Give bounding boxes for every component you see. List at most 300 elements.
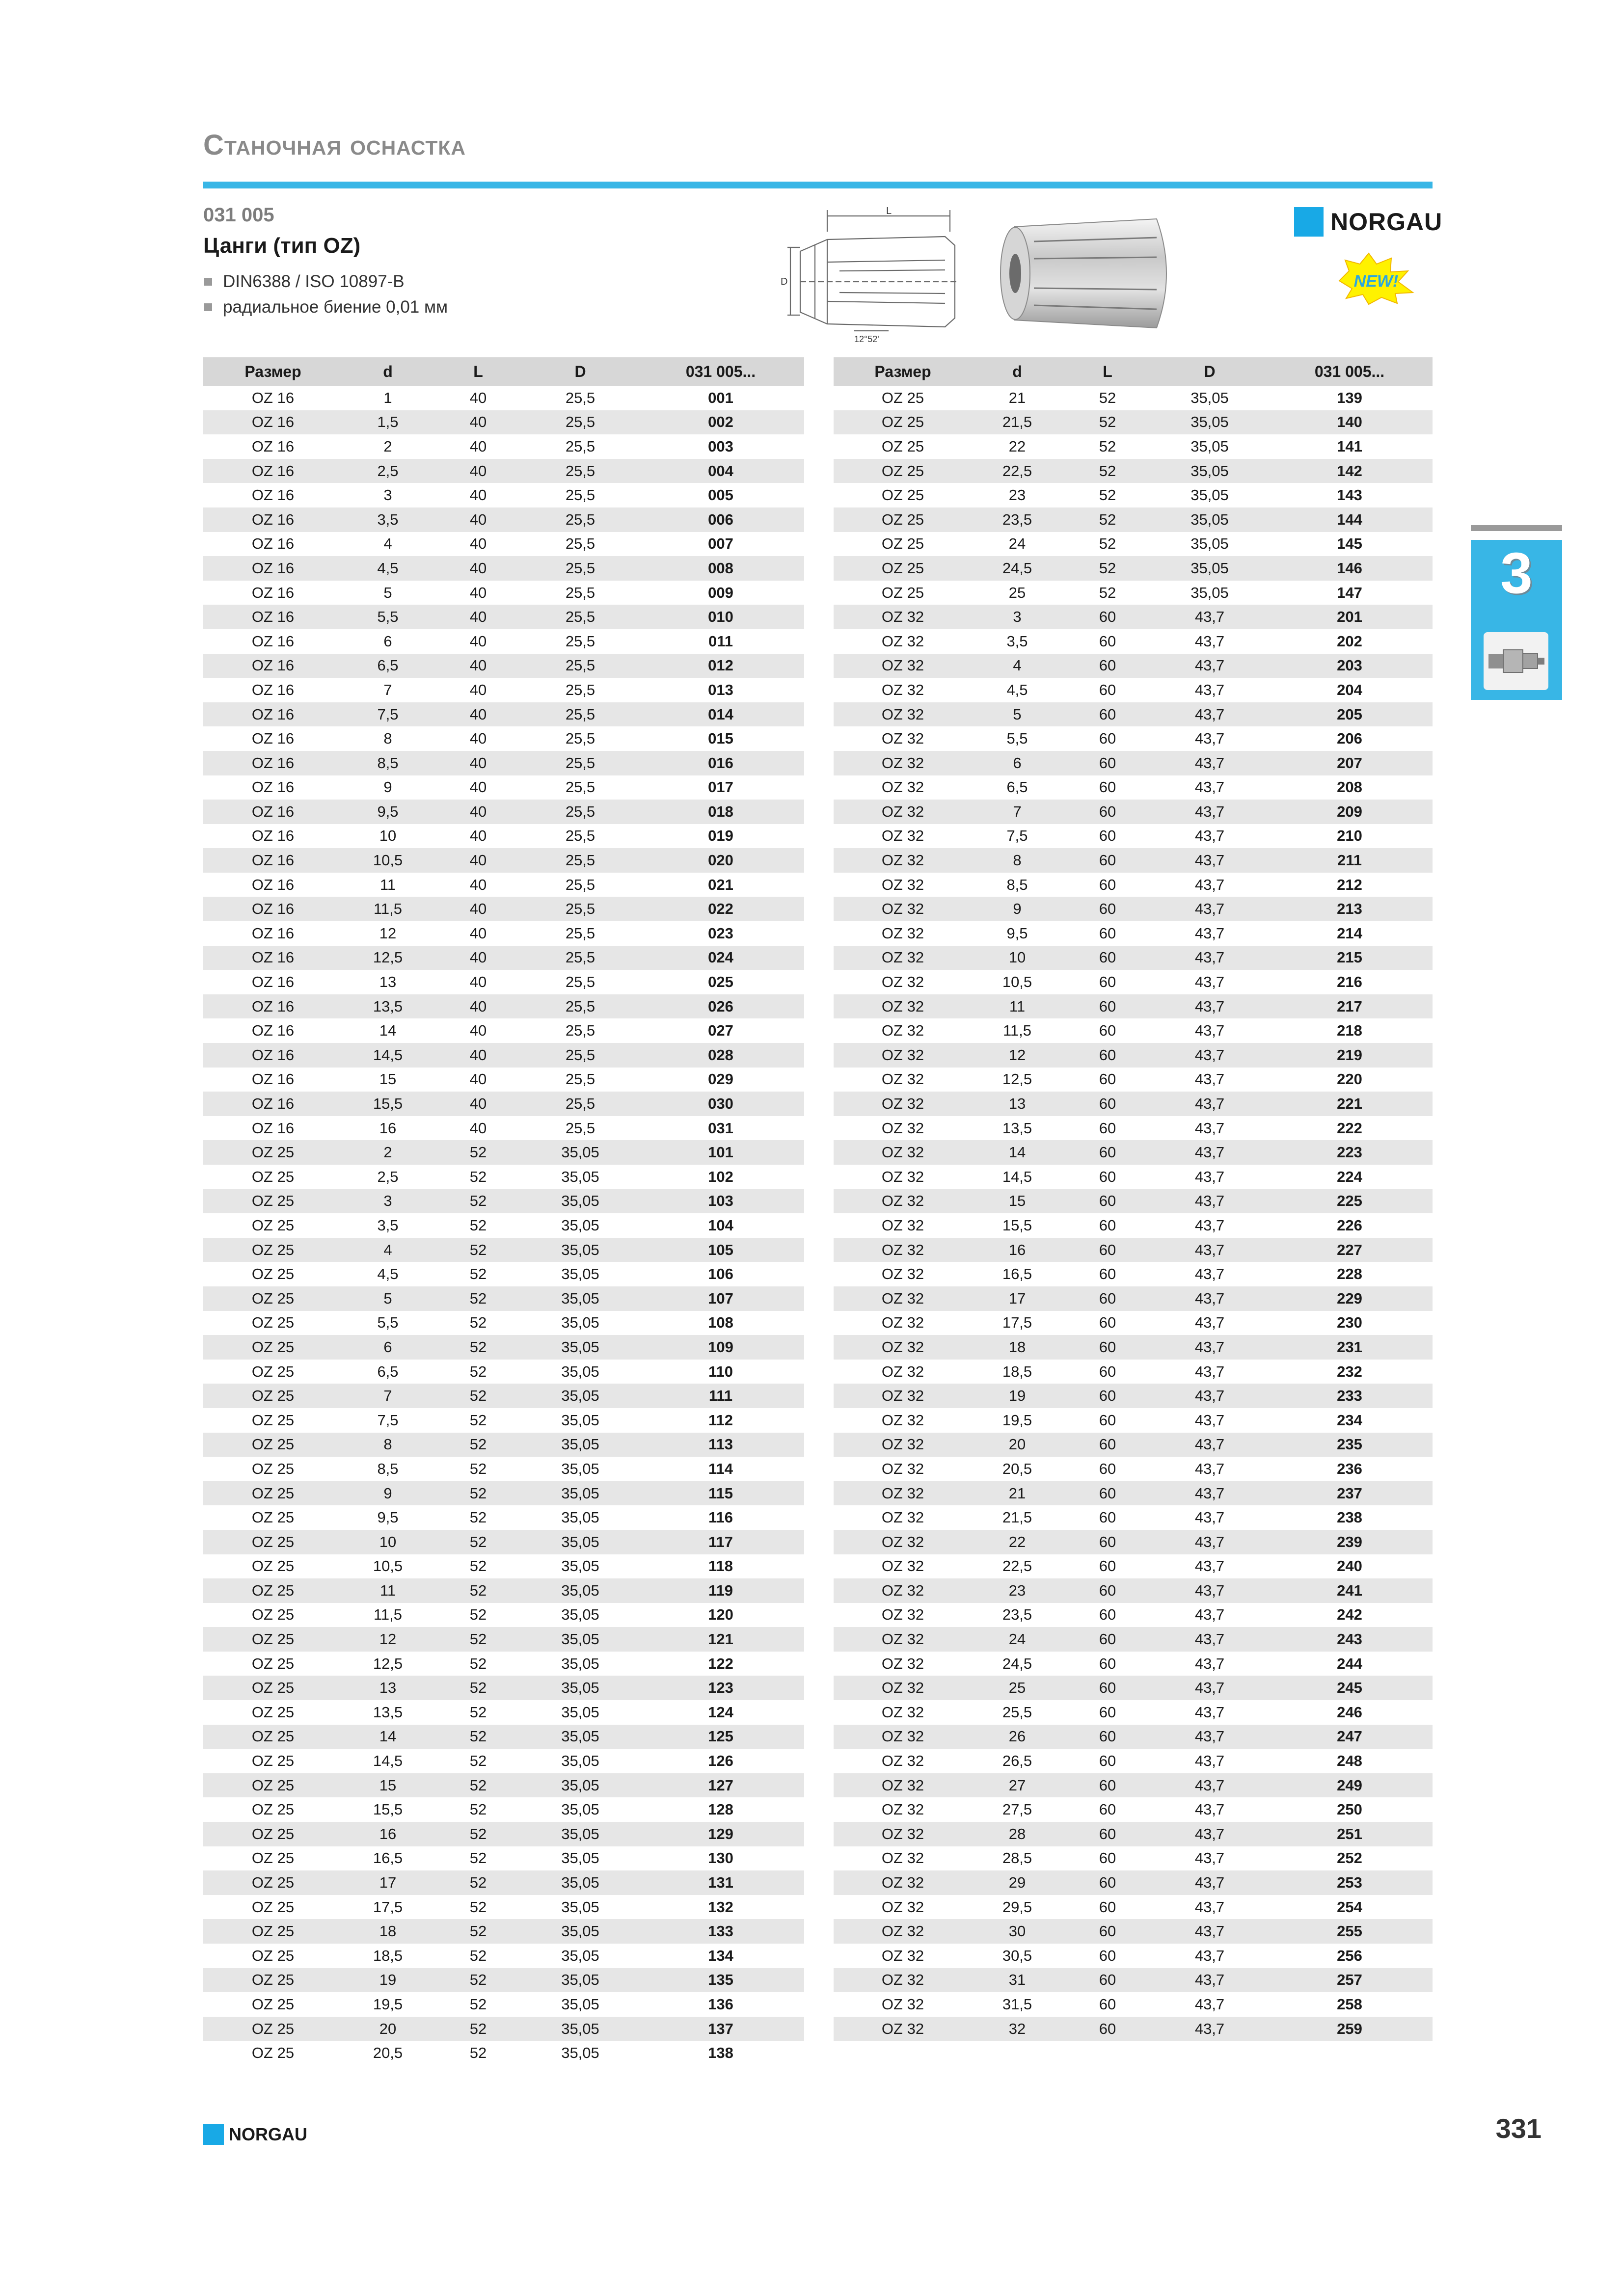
cell-outer-d: 35,05: [523, 1189, 637, 1214]
cell-article: 139: [1337, 389, 1362, 406]
cell-d: 12,5: [1002, 1070, 1032, 1088]
cell-outer-d: 43,7: [1194, 632, 1225, 650]
cell-outer-d: 25,5: [565, 1070, 595, 1088]
cell-size: OZ 25: [251, 1752, 295, 1770]
cell-article: 029: [708, 1070, 733, 1088]
column-header-d: d: [972, 357, 1062, 386]
chapter-side-tab: [1471, 525, 1562, 700]
cell-d: 26: [972, 1725, 1062, 1749]
cell-size: OZ 32: [881, 1849, 924, 1867]
cell-article: 144: [1267, 507, 1433, 532]
cell-d: 25: [972, 1676, 1062, 1700]
cell-size: OZ 32: [881, 1265, 924, 1283]
cell-d: 24: [972, 1627, 1062, 1652]
cell-l: 60: [1099, 1168, 1116, 1185]
cell-size: OZ 32: [834, 1043, 972, 1068]
cell-outer-d: 35,05: [561, 1314, 599, 1332]
cell-l: 52: [433, 1870, 523, 1895]
table-row: [834, 921, 1433, 946]
cell-outer-d: 43,7: [1194, 1655, 1225, 1672]
cell-article: 120: [708, 1606, 733, 1624]
cell-size: OZ 32: [881, 1168, 924, 1185]
cell-l: 52: [469, 1995, 487, 2013]
cell-l: 40: [433, 751, 523, 775]
cell-l: 60: [1062, 1627, 1153, 1652]
table-row: [834, 1895, 1433, 1920]
cell-size: OZ 16: [251, 973, 295, 991]
cell-size: OZ 16: [251, 730, 295, 748]
cell-d: 4: [972, 654, 1062, 678]
cell-size: OZ 32: [881, 1801, 924, 1818]
table-row: [203, 1043, 804, 1068]
cell-article: 117: [637, 1530, 804, 1554]
cell-article: 012: [637, 654, 804, 678]
table-row: [203, 1554, 804, 1579]
table-row: [834, 1505, 1433, 1530]
table-row: [203, 1652, 804, 1676]
cell-article: 229: [1267, 1286, 1433, 1311]
table-row: [203, 2041, 804, 2065]
cell-outer-d: 43,7: [1153, 1189, 1267, 1214]
table-row: [203, 1505, 804, 1530]
cell-d: 8,5: [1006, 876, 1028, 893]
cell-l: 60: [1099, 1216, 1116, 1234]
cell-l: 60: [1062, 702, 1153, 727]
cell-l: 60: [1062, 848, 1153, 873]
table-row: [834, 702, 1433, 727]
tool-holder-icon: [1484, 632, 1548, 690]
table-row: [834, 897, 1433, 921]
cell-outer-d: 35,05: [523, 1870, 637, 1895]
cell-article: 225: [1267, 1189, 1433, 1214]
cell-size: OZ 32: [834, 1578, 972, 1603]
cell-outer-d: 35,05: [523, 1140, 637, 1165]
cell-article: 219: [1267, 1043, 1433, 1068]
cell-l: 60: [1062, 1189, 1153, 1214]
cell-d: 17,5: [1002, 1314, 1032, 1332]
cell-size: OZ 16: [251, 632, 295, 650]
cell-l: 52: [1062, 410, 1153, 435]
cell-article: 258: [1337, 1995, 1362, 2013]
cell-outer-d: 25,5: [565, 389, 595, 406]
cell-article: 137: [637, 2017, 804, 2041]
cell-size: OZ 32: [834, 1676, 972, 1700]
cell-outer-d: 43,7: [1153, 1043, 1267, 1068]
cell-size: OZ 32: [881, 876, 924, 893]
cell-outer-d: 25,5: [523, 410, 637, 435]
table-row: [203, 1238, 804, 1262]
cell-outer-d: 35,05: [523, 1919, 637, 1944]
cell-size: OZ 32: [834, 1968, 972, 1993]
cell-article: 236: [1337, 1460, 1362, 1477]
cell-size: OZ 16: [203, 751, 343, 775]
cell-size: OZ 16: [203, 848, 343, 873]
cell-d: 4,5: [1006, 681, 1028, 698]
chapter-number: 3: [1500, 541, 1533, 606]
table-row: [203, 1773, 804, 1798]
cell-article: 131: [637, 1870, 804, 1895]
table-row: [203, 1433, 804, 1457]
cell-d: 14,5: [373, 1752, 403, 1770]
table-row: [834, 507, 1433, 532]
table-row: [203, 1846, 804, 1871]
cell-outer-d: 43,7: [1194, 1022, 1225, 1040]
drawing-label-angle: 12°52': [854, 334, 879, 344]
table-row: [834, 532, 1433, 557]
cell-d: 9,5: [1006, 924, 1028, 942]
cell-outer-d: 35,05: [523, 1238, 637, 1262]
cell-article: 235: [1267, 1433, 1433, 1457]
cell-size: OZ 32: [834, 1481, 972, 1506]
cell-size: OZ 32: [881, 1655, 924, 1672]
cell-outer-d: 35,05: [561, 1606, 599, 1624]
cell-l: 52: [469, 1557, 487, 1575]
table-row: [203, 1165, 804, 1189]
cell-outer-d: 35,05: [1190, 486, 1229, 504]
cell-size: OZ 25: [834, 556, 972, 581]
cell-d: 23,5: [1002, 1606, 1032, 1624]
cell-outer-d: 35,05: [523, 1384, 637, 1408]
table-row: [834, 581, 1433, 605]
table-row: [834, 2017, 1433, 2041]
cell-article: 109: [637, 1335, 804, 1360]
cell-d: 14: [379, 1022, 397, 1040]
cell-outer-d: 43,7: [1153, 1530, 1267, 1554]
cell-outer-d: 35,05: [1153, 507, 1267, 532]
cell-l: 60: [1062, 1238, 1153, 1262]
cell-outer-d: 43,7: [1153, 702, 1267, 727]
cell-size: OZ 32: [834, 897, 972, 921]
cell-outer-d: 43,7: [1194, 681, 1225, 698]
cell-l: 52: [1062, 556, 1153, 581]
cell-l: 60: [1062, 1043, 1153, 1068]
cell-size: OZ 16: [203, 1043, 343, 1068]
cell-d: 25,5: [1002, 1703, 1032, 1721]
cell-outer-d: 35,05: [1190, 437, 1229, 455]
cell-outer-d: 25,5: [523, 1043, 637, 1068]
table-row: [834, 410, 1433, 435]
cell-outer-d: 35,05: [523, 1773, 637, 1798]
cell-size: OZ 32: [881, 1362, 924, 1380]
cell-outer-d: 43,7: [1153, 751, 1267, 775]
cell-outer-d: 43,7: [1153, 897, 1267, 921]
cell-d: 10: [972, 946, 1062, 970]
cell-d: 13: [972, 1092, 1062, 1116]
cell-size: OZ 32: [834, 605, 972, 629]
cell-outer-d: 25,5: [565, 437, 595, 455]
cell-d: 6,5: [377, 1362, 399, 1380]
cell-article: 228: [1337, 1265, 1362, 1283]
cell-d: 14,5: [343, 1043, 433, 1068]
cell-d: 19,5: [373, 1995, 403, 2013]
cell-d: 11: [343, 1578, 433, 1603]
cell-outer-d: 35,05: [523, 1335, 637, 1360]
cell-l: 52: [433, 1140, 523, 1165]
table-row: [834, 1530, 1433, 1554]
table-row: [834, 1554, 1433, 1579]
table-row: [834, 1457, 1433, 1481]
cell-article: 135: [637, 1968, 804, 1993]
table-row: [834, 1725, 1433, 1749]
cell-article: 110: [708, 1362, 733, 1380]
cell-outer-d: 43,7: [1153, 994, 1267, 1019]
cell-l: 60: [1062, 1578, 1153, 1603]
cell-d: 9: [972, 897, 1062, 921]
cell-size: OZ 32: [881, 1898, 924, 1916]
cell-article: 113: [637, 1433, 804, 1457]
table-row: [203, 1360, 804, 1384]
table-row: [834, 1870, 1433, 1895]
table-row: [834, 1116, 1433, 1141]
cell-size: OZ 16: [251, 486, 295, 504]
cell-outer-d: 35,05: [523, 1286, 637, 1311]
cell-article: 243: [1267, 1627, 1433, 1652]
cell-outer-d: 35,05: [561, 1898, 599, 1916]
table-row: [834, 1408, 1433, 1433]
cell-article: 108: [708, 1314, 733, 1332]
cell-article: 127: [637, 1773, 804, 1798]
cell-outer-d: 43,7: [1194, 1752, 1225, 1770]
cell-d: 26,5: [1002, 1752, 1032, 1770]
cell-article: 016: [637, 751, 804, 775]
cell-l: 40: [469, 681, 487, 698]
cell-article: 102: [708, 1168, 733, 1185]
cell-size: OZ 32: [834, 751, 972, 775]
cell-article: 026: [637, 994, 804, 1019]
cell-outer-d: 43,7: [1194, 1216, 1225, 1234]
table-row: [203, 1018, 804, 1043]
cell-article: 003: [708, 437, 733, 455]
cell-article: 223: [1267, 1140, 1433, 1165]
cell-d: 29,5: [1002, 1898, 1032, 1916]
cell-article: 244: [1337, 1655, 1362, 1672]
cell-size: OZ 32: [881, 1119, 924, 1137]
cell-size: OZ 25: [251, 1703, 295, 1721]
table-row: [203, 1676, 804, 1700]
cell-article: 252: [1337, 1849, 1362, 1867]
cell-d: 10: [379, 827, 397, 845]
cell-l: 60: [1099, 1995, 1116, 2013]
collet-product-photo: [995, 212, 1181, 335]
cell-d: 10,5: [373, 1557, 403, 1575]
cell-d: 3,5: [377, 1216, 399, 1234]
table-row: [834, 1140, 1433, 1165]
cell-article: 005: [708, 486, 733, 504]
cell-size: OZ 32: [881, 1752, 924, 1770]
cell-size: OZ 32: [834, 946, 972, 970]
cell-outer-d: 43,7: [1194, 1606, 1225, 1624]
cell-size: OZ 25: [203, 1238, 343, 1262]
table-row: [834, 1433, 1433, 1457]
cell-l: 52: [469, 1460, 487, 1477]
cell-article: 209: [1267, 800, 1433, 824]
table-row: [834, 654, 1433, 678]
cell-size: OZ 32: [834, 1919, 972, 1944]
cell-size: OZ 16: [203, 654, 343, 678]
cell-l: 60: [1062, 946, 1153, 970]
cell-article: 118: [708, 1557, 733, 1575]
column-header-l: L: [433, 357, 523, 386]
cell-size: OZ 32: [834, 800, 972, 824]
cell-d: 20,5: [1002, 1460, 1032, 1477]
drawing-label-diameter: D: [781, 276, 788, 287]
cell-outer-d: 25,5: [565, 924, 595, 942]
cell-l: 60: [1062, 897, 1153, 921]
cell-l: 40: [469, 486, 487, 504]
cell-d: 17: [343, 1870, 433, 1895]
cell-size: OZ 25: [251, 1849, 295, 1867]
cell-outer-d: 43,7: [1153, 1481, 1267, 1506]
cell-l: 60: [1099, 973, 1116, 991]
table-row: [834, 1749, 1433, 1773]
cell-d: 18: [972, 1335, 1062, 1360]
table-row: [203, 1286, 804, 1311]
table-row: [203, 1578, 804, 1603]
cell-article: 217: [1267, 994, 1433, 1019]
cell-outer-d: 43,7: [1194, 1362, 1225, 1380]
table-row: [834, 1700, 1433, 1725]
cell-d: 32: [972, 2017, 1062, 2041]
cell-size: OZ 16: [251, 437, 295, 455]
cell-article: 006: [637, 507, 804, 532]
cell-d: 14: [972, 1140, 1062, 1165]
table-row: [834, 1968, 1433, 1993]
cell-outer-d: 43,7: [1194, 1849, 1225, 1867]
cell-d: 10,5: [343, 848, 433, 873]
table-row: [203, 994, 804, 1019]
cell-outer-d: 35,05: [1153, 556, 1267, 581]
footer-brand-name: NORGAU: [229, 2124, 307, 2144]
cell-size: OZ 25: [203, 1335, 343, 1360]
cell-article: 013: [708, 681, 733, 698]
cell-size: OZ 32: [834, 1870, 972, 1895]
table-row: [203, 775, 804, 800]
cell-article: 136: [708, 1995, 733, 2013]
table-row: [834, 1092, 1433, 1116]
cell-size: OZ 32: [881, 1703, 924, 1721]
cell-l: 40: [469, 730, 487, 748]
cell-article: 123: [637, 1676, 804, 1700]
table-row: [203, 1797, 804, 1822]
cell-size: OZ 25: [834, 459, 972, 483]
cell-l: 40: [469, 1119, 487, 1137]
cell-d: 19,5: [1002, 1411, 1032, 1429]
cell-d: 16: [972, 1238, 1062, 1262]
cell-outer-d: 25,5: [565, 632, 595, 650]
cell-d: 15,5: [373, 1801, 403, 1818]
table-row: [834, 1822, 1433, 1846]
cell-l: 60: [1099, 1022, 1116, 1040]
cell-article: 018: [637, 800, 804, 824]
cell-outer-d: 35,05: [523, 1627, 637, 1652]
table-row: [203, 1092, 804, 1116]
cell-outer-d: 35,05: [523, 1433, 637, 1457]
cell-article: 030: [637, 1092, 804, 1116]
cell-size: OZ 25: [203, 1676, 343, 1700]
table-row: [834, 434, 1433, 459]
collet-technical-drawing: [781, 202, 967, 345]
cell-l: 40: [433, 654, 523, 678]
cell-outer-d: 43,7: [1194, 876, 1225, 893]
table-row: [834, 1189, 1433, 1214]
cell-article: 106: [708, 1265, 733, 1283]
cell-article: 237: [1267, 1481, 1433, 1506]
cell-l: 40: [469, 778, 487, 796]
cell-article: 250: [1337, 1801, 1362, 1818]
cell-outer-d: 43,7: [1153, 1773, 1267, 1798]
table-row: [203, 459, 804, 483]
table-row: [834, 1603, 1433, 1628]
cell-article: 248: [1337, 1752, 1362, 1770]
cell-d: 19: [343, 1968, 433, 1993]
cell-article: 023: [708, 924, 733, 942]
cell-article: 256: [1337, 1947, 1362, 1964]
cell-article: 240: [1337, 1557, 1362, 1575]
cell-article: 234: [1337, 1411, 1362, 1429]
table-row: [834, 1043, 1433, 1068]
table-row: [203, 1530, 804, 1554]
cell-article: 125: [637, 1725, 804, 1749]
cell-d: 12,5: [373, 1655, 403, 1672]
spec-bullets: [204, 269, 448, 320]
cell-l: 52: [1099, 535, 1116, 553]
cell-l: 52: [433, 1335, 523, 1360]
cell-l: 60: [1099, 1265, 1116, 1283]
cell-l: 52: [469, 1801, 487, 1818]
cell-size: OZ 16: [203, 459, 343, 483]
cell-size: OZ 25: [251, 1898, 295, 1916]
cell-l: 60: [1099, 1119, 1116, 1137]
cell-outer-d: 43,7: [1153, 605, 1267, 629]
cell-size: OZ 25: [203, 1384, 343, 1408]
table-row: [834, 483, 1433, 507]
table-row: [203, 1603, 804, 1628]
cell-article: 103: [637, 1189, 804, 1214]
cell-d: 16,5: [1002, 1265, 1032, 1283]
cell-article: 205: [1267, 702, 1433, 727]
cell-outer-d: 35,05: [561, 1411, 599, 1429]
cell-outer-d: 25,5: [565, 535, 595, 553]
cell-article: 233: [1267, 1384, 1433, 1408]
cell-l: 40: [433, 410, 523, 435]
cell-d: 6,5: [343, 654, 433, 678]
cell-outer-d: 43,7: [1153, 1140, 1267, 1165]
cell-size: OZ 25: [203, 1286, 343, 1311]
cell-size: OZ 25: [251, 1216, 295, 1234]
cell-outer-d: 35,05: [1190, 535, 1229, 553]
cell-article: 020: [637, 848, 804, 873]
cell-size: OZ 32: [881, 1216, 924, 1234]
table-row: [834, 1846, 1433, 1871]
cell-outer-d: 43,7: [1194, 1460, 1225, 1477]
cell-size: OZ 25: [203, 1433, 343, 1457]
cell-d: 12: [343, 1627, 433, 1652]
cell-l: 52: [469, 1703, 487, 1721]
cell-outer-d: 25,5: [565, 681, 595, 698]
cell-article: 143: [1337, 486, 1362, 504]
cell-size: OZ 32: [881, 1947, 924, 1964]
table-row: [203, 1116, 804, 1141]
cell-outer-d: 43,7: [1153, 848, 1267, 873]
table-row: [203, 483, 804, 507]
cell-outer-d: 35,05: [523, 1822, 637, 1846]
table-row: [834, 1578, 1433, 1603]
cell-d: 8,5: [377, 1460, 399, 1477]
cell-size: OZ 16: [203, 946, 343, 970]
cell-size: OZ 25: [203, 1773, 343, 1798]
cell-outer-d: 35,05: [523, 1968, 637, 1993]
cell-d: 3: [343, 1189, 433, 1214]
